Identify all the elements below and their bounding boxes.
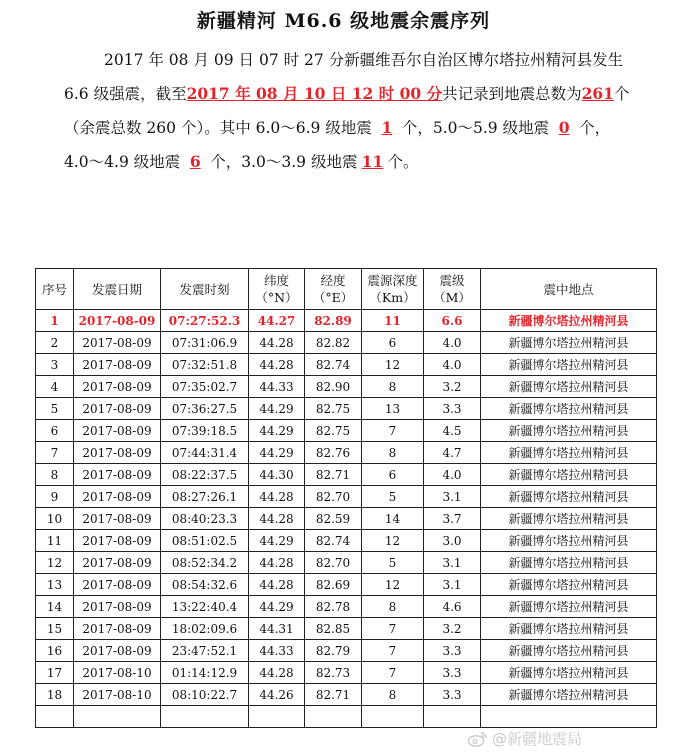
cell-time: 08:51:02.5 [161, 530, 249, 552]
cell-lat: 44.28 [249, 332, 305, 354]
table-body [36, 310, 657, 728]
cell-no: 2 [36, 332, 74, 354]
header-lon [305, 269, 362, 310]
cell-date: 2017-08-09 [74, 508, 161, 530]
cell-lat: 44.28 [249, 662, 305, 684]
cell-date: 2017-08-09 [74, 354, 161, 376]
cell-lon: 82.75 [305, 420, 362, 442]
cell-date: 2017-08-10 [74, 684, 161, 706]
cell-location: 新疆博尔塔拉州精河县 [481, 398, 657, 420]
cell-location: 新疆博尔塔拉州精河县 [481, 530, 657, 552]
cell-location: 新疆博尔塔拉州精河县 [481, 596, 657, 618]
table-row [36, 508, 657, 530]
cell-lon: 82.70 [305, 486, 362, 508]
summary-text-3: 个（余震总数 260 个）。其中 6.0～6.9 级地震 [64, 85, 630, 137]
cell-lon [305, 706, 362, 728]
table-row [36, 398, 657, 420]
cell-time: 07:35:02.7 [161, 376, 249, 398]
cell-depth [362, 706, 424, 728]
cell-depth: 12 [362, 354, 424, 376]
header-lat [249, 269, 305, 310]
summary-paragraph [64, 44, 634, 179]
cell-no: 13 [36, 574, 74, 596]
cell-mag: 3.2 [424, 376, 481, 398]
cell-no: 6 [36, 420, 74, 442]
cell-lat: 44.28 [249, 354, 305, 376]
cell-depth: 8 [362, 596, 424, 618]
header-depth-unit: （Km） [369, 290, 416, 305]
cell-mag: 3.1 [424, 552, 481, 574]
cell-lat: 44.29 [249, 596, 305, 618]
cell-lon: 82.82 [305, 332, 362, 354]
cell-lat: 44.28 [249, 486, 305, 508]
cell-depth: 8 [362, 376, 424, 398]
table-row [36, 442, 657, 464]
cell-no: 11 [36, 530, 74, 552]
cell-lon: 82.89 [305, 310, 362, 332]
header-mag [424, 269, 481, 310]
cell-date: 2017-08-09 [74, 640, 161, 662]
cell-lon: 82.75 [305, 398, 362, 420]
cell-time: 07:36:27.5 [161, 398, 249, 420]
header-depth-label: 震源深度 [367, 273, 418, 288]
cell-no: 17 [36, 662, 74, 684]
cell-time: 08:22:37.5 [161, 464, 249, 486]
cell-depth: 7 [362, 662, 424, 684]
cell-lat: 44.31 [249, 618, 305, 640]
summary-text-5: 个， 4.0～4.9 级地震 [64, 119, 611, 171]
table-row [36, 310, 657, 332]
cell-lat: 44.33 [249, 640, 305, 662]
cell-date: 2017-08-09 [74, 420, 161, 442]
table-row [36, 354, 657, 376]
cell-lat: 44.30 [249, 464, 305, 486]
cell-depth: 7 [362, 420, 424, 442]
header-date: 发震日期 [74, 269, 161, 310]
cell-time: 07:32:51.8 [161, 354, 249, 376]
cell-lon: 82.85 [305, 618, 362, 640]
cutoff-time: 2017 年 08 月 10 日 12 时 00 分 [186, 84, 443, 103]
table-row [36, 464, 657, 486]
cell-date: 2017-08-09 [74, 464, 161, 486]
cell-location: 新疆博尔塔拉州精河县 [481, 354, 657, 376]
cell-no: 1 [36, 310, 74, 332]
cell-mag: 6.6 [424, 310, 481, 332]
cell-location: 新疆博尔塔拉州精河县 [481, 486, 657, 508]
cell-lon: 82.76 [305, 442, 362, 464]
m3-count: 11 [361, 152, 384, 171]
cell-location: 新疆博尔塔拉州精河县 [481, 552, 657, 574]
cell-depth: 7 [362, 640, 424, 662]
summary-text-1: 2017 年 08 月 09 日 07 时 27 分新疆维吾尔自治区博尔塔拉州精河县发生 6.6 级强震，截至 [64, 51, 624, 103]
cell-no: 12 [36, 552, 74, 574]
cell-location: 新疆博尔塔拉州精河县 [481, 310, 657, 332]
table-row [36, 618, 657, 640]
m4-count: 6 [189, 152, 201, 171]
cell-lon: 82.73 [305, 662, 362, 684]
header-location: 震中地点 [481, 269, 657, 310]
table-row [36, 706, 657, 728]
summary-text-6: 个，3.0～3.9 级地震 [210, 153, 358, 171]
cell-lon: 82.79 [305, 640, 362, 662]
table-row [36, 332, 657, 354]
cell-lat: 44.29 [249, 530, 305, 552]
cell-mag: 4.7 [424, 442, 481, 464]
cell-lon: 82.71 [305, 684, 362, 706]
cell-mag: 3.7 [424, 508, 481, 530]
cell-date: 2017-08-09 [74, 530, 161, 552]
cell-time: 13:22:40.4 [161, 596, 249, 618]
cell-lat: 44.27 [249, 310, 305, 332]
cell-time: 07:44:31.4 [161, 442, 249, 464]
cell-mag: 3.3 [424, 640, 481, 662]
cell-location: 新疆博尔塔拉州精河县 [481, 662, 657, 684]
document-title: 新疆精河 M6.6 级地震余震序列 [196, 10, 491, 32]
table-row [36, 420, 657, 442]
cell-lat: 44.28 [249, 508, 305, 530]
cell-lat: 44.29 [249, 420, 305, 442]
cell-depth: 6 [362, 464, 424, 486]
cell-depth: 8 [362, 684, 424, 706]
cell-location: 新疆博尔塔拉州精河县 [481, 376, 657, 398]
cell-mag: 4.0 [424, 354, 481, 376]
header-depth [362, 269, 424, 310]
cell-mag: 4.6 [424, 596, 481, 618]
m6-count: 1 [381, 118, 393, 137]
cell-lat: 44.26 [249, 684, 305, 706]
cell-date: 2017-08-09 [74, 442, 161, 464]
cell-location: 新疆博尔塔拉州精河县 [481, 420, 657, 442]
cell-date: 2017-08-09 [74, 310, 161, 332]
cell-lat: 44.33 [249, 376, 305, 398]
cell-no: 16 [36, 640, 74, 662]
cell-date: 2017-08-09 [74, 596, 161, 618]
cell-time: 01:14:12.9 [161, 662, 249, 684]
cell-lon: 82.74 [305, 354, 362, 376]
cell-no: 18 [36, 684, 74, 706]
total-count: 261 [581, 84, 614, 103]
cell-time: 18:02:09.6 [161, 618, 249, 640]
table-row [36, 486, 657, 508]
cell-mag: 3.1 [424, 486, 481, 508]
cell-depth: 11 [362, 310, 424, 332]
cell-no: 7 [36, 442, 74, 464]
header-lat-unit: （°N） [255, 290, 298, 305]
cell-depth: 12 [362, 574, 424, 596]
table-header-row [36, 269, 657, 310]
cell-location: 新疆博尔塔拉州精河县 [481, 618, 657, 640]
header-mag-unit: （M） [433, 290, 471, 305]
cell-time: 07:31:06.9 [161, 332, 249, 354]
cell-lon: 82.69 [305, 574, 362, 596]
cell-mag: 3.0 [424, 530, 481, 552]
cell-no: 3 [36, 354, 74, 376]
cell-location: 新疆博尔塔拉州精河县 [481, 508, 657, 530]
cell-date: 2017-08-09 [74, 618, 161, 640]
header-mag-label: 震级 [439, 273, 465, 288]
cell-depth: 14 [362, 508, 424, 530]
cell-lon: 82.78 [305, 596, 362, 618]
cell-lon: 82.71 [305, 464, 362, 486]
cell-depth: 8 [362, 442, 424, 464]
cell-lon: 82.90 [305, 376, 362, 398]
cell-no: 9 [36, 486, 74, 508]
table-row [36, 574, 657, 596]
header-lat-label: 纬度 [263, 273, 289, 288]
cell-location: 新疆博尔塔拉州精河县 [481, 442, 657, 464]
cell-location: 新疆博尔塔拉州精河县 [481, 332, 657, 354]
cell-mag [424, 706, 481, 728]
summary-text-4: 个，5.0～5.9 级地震 [401, 119, 550, 137]
cell-mag: 3.1 [424, 574, 481, 596]
cell-location: 新疆博尔塔拉州精河县 [481, 574, 657, 596]
weibo-watermark [468, 728, 582, 749]
header-lon-unit: （°E） [312, 290, 354, 305]
watermark-text: @新疆地震局 [492, 730, 583, 748]
cell-lat: 44.28 [249, 574, 305, 596]
cell-time: 08:40:23.3 [161, 508, 249, 530]
table-row [36, 640, 657, 662]
cell-lat: 44.29 [249, 442, 305, 464]
cell-location: 新疆博尔塔拉州精河县 [481, 464, 657, 486]
cell-time: 07:27:52.3 [161, 310, 249, 332]
cell-lat: 44.29 [249, 398, 305, 420]
cell-mag: 3.3 [424, 398, 481, 420]
cell-mag: 4.0 [424, 464, 481, 486]
cell-time: 08:10:22.7 [161, 684, 249, 706]
cell-date [74, 706, 161, 728]
cell-depth: 6 [362, 332, 424, 354]
cell-no: 8 [36, 464, 74, 486]
cell-depth: 5 [362, 552, 424, 574]
table-row [36, 376, 657, 398]
header-time: 发震时刻 [161, 269, 249, 310]
aftershock-table [35, 268, 657, 728]
header-lon-label: 经度 [320, 273, 346, 288]
cell-location: 新疆博尔塔拉州精河县 [481, 684, 657, 706]
cell-lon: 82.59 [305, 508, 362, 530]
cell-depth: 12 [362, 530, 424, 552]
summary-text-2: 共记录到地震总数为 [442, 85, 582, 103]
cell-date: 2017-08-10 [74, 662, 161, 684]
cell-no: 10 [36, 508, 74, 530]
cell-mag: 3.3 [424, 684, 481, 706]
cell-date: 2017-08-09 [74, 398, 161, 420]
cell-date: 2017-08-09 [74, 574, 161, 596]
cell-date: 2017-08-09 [74, 552, 161, 574]
cell-no: 4 [36, 376, 74, 398]
cell-date: 2017-08-09 [74, 376, 161, 398]
m5-count: 0 [558, 118, 570, 137]
weibo-icon [468, 731, 488, 747]
cell-depth: 5 [362, 486, 424, 508]
cell-mag: 4.5 [424, 420, 481, 442]
table-row [36, 662, 657, 684]
cell-no: 14 [36, 596, 74, 618]
cell-time: 07:39:18.5 [161, 420, 249, 442]
cell-location [481, 706, 657, 728]
cell-time: 23:47:52.1 [161, 640, 249, 662]
cell-time: 08:54:32.6 [161, 574, 249, 596]
cell-lon: 82.74 [305, 530, 362, 552]
cell-time [161, 706, 249, 728]
cell-no: 5 [36, 398, 74, 420]
cell-date: 2017-08-09 [74, 332, 161, 354]
header-no: 序号 [36, 269, 74, 310]
cell-no: 15 [36, 618, 74, 640]
cell-depth: 13 [362, 398, 424, 420]
cell-time: 08:52:34.2 [161, 552, 249, 574]
table-row [36, 552, 657, 574]
cell-date: 2017-08-09 [74, 486, 161, 508]
table-row [36, 596, 657, 618]
cell-mag: 3.2 [424, 618, 481, 640]
table-row [36, 684, 657, 706]
table-row [36, 530, 657, 552]
cell-lat [249, 706, 305, 728]
cell-mag: 3.3 [424, 662, 481, 684]
cell-time: 08:27:26.1 [161, 486, 249, 508]
cell-lat: 44.28 [249, 552, 305, 574]
cell-mag: 4.0 [424, 332, 481, 354]
cell-location: 新疆博尔塔拉州精河县 [481, 640, 657, 662]
cell-no [36, 706, 74, 728]
summary-text-7: 个。 [387, 153, 419, 171]
cell-lon: 82.70 [305, 552, 362, 574]
cell-depth: 7 [362, 618, 424, 640]
